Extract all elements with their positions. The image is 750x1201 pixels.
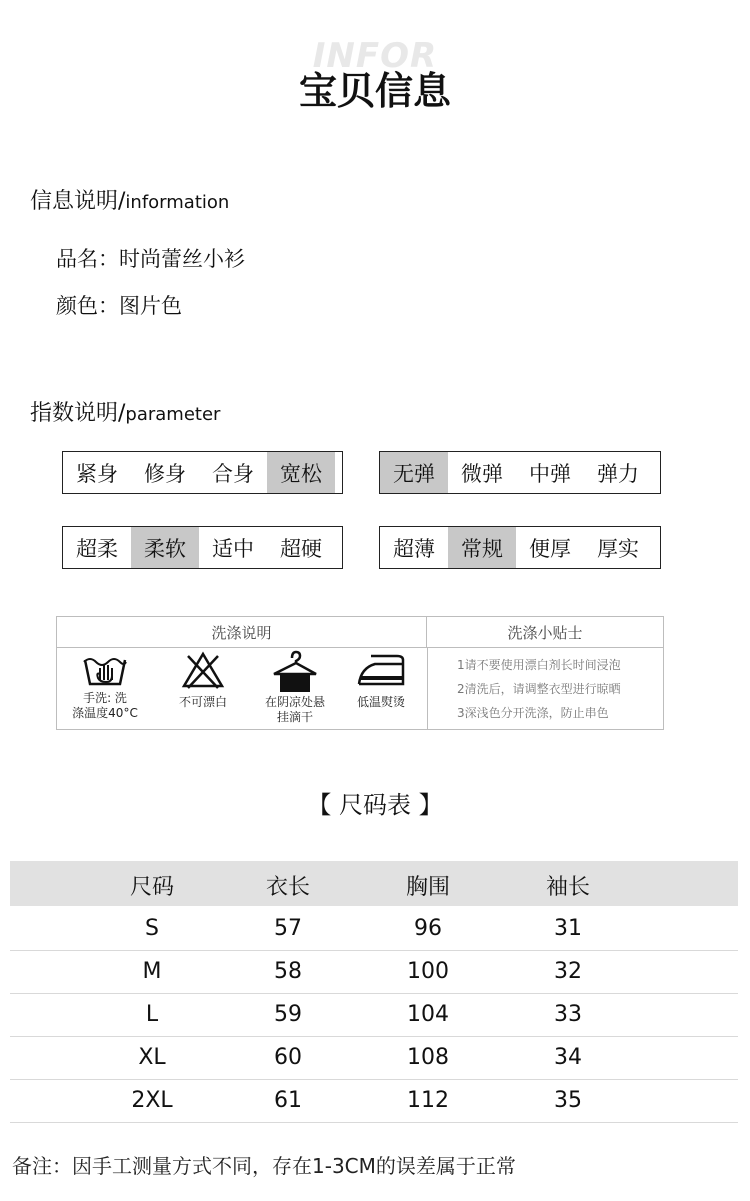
care-tip: 1请不要使用漂白剂长时间浸泡 xyxy=(457,658,621,672)
divider xyxy=(427,648,428,729)
product-color: 颜色：图片色 xyxy=(56,294,182,318)
thickness-scale xyxy=(379,526,661,569)
size-table-cell: 104 xyxy=(407,1002,449,1027)
care-title: 洗涤说明 xyxy=(57,617,427,648)
hang-dry-icon xyxy=(270,650,320,694)
scale-option: 中弹 xyxy=(529,461,571,486)
table-row-divider xyxy=(10,1079,738,1080)
care-item-hang-dry xyxy=(253,650,337,725)
size-table-cell: 2XL xyxy=(131,1088,173,1113)
measurement-note: 备注：因手工测量方式不同，存在1-3CM的误差属于正常 xyxy=(12,1154,516,1178)
size-table-cell: XL xyxy=(138,1045,166,1070)
scale-option: 厚实 xyxy=(597,536,639,561)
size-table-header-cell: 尺码 xyxy=(129,875,174,900)
size-table-cell: S xyxy=(145,916,159,941)
size-table-cell: 58 xyxy=(274,959,302,984)
scale-option: 适中 xyxy=(212,536,254,561)
size-table-cell: 31 xyxy=(554,916,582,941)
scale-option: 常规 xyxy=(448,527,516,568)
size-table-cell: 60 xyxy=(274,1045,302,1070)
softness-scale xyxy=(62,526,343,569)
scale-option: 宽松 xyxy=(267,452,335,493)
scale-option: 修身 xyxy=(144,461,186,486)
care-tip: 3深浅色分开洗涤，防止串色 xyxy=(457,706,609,720)
care-tips-title: 洗涤小贴士 xyxy=(427,617,663,648)
scale-option: 超薄 xyxy=(393,536,435,561)
background-watermark-word: INFOR xyxy=(312,36,438,76)
size-table-cell: 108 xyxy=(407,1045,449,1070)
scale-option: 无弹 xyxy=(380,452,448,493)
size-table-cell: M xyxy=(142,959,162,984)
stretch-scale xyxy=(379,451,661,494)
size-table-cell: 35 xyxy=(554,1088,582,1113)
scale-option: 便厚 xyxy=(529,536,571,561)
care-label-hang-dry: 在阴凉处悬 挂滴干 xyxy=(264,695,325,724)
scale-option: 紧身 xyxy=(76,461,118,486)
size-table-cell: 61 xyxy=(274,1088,302,1113)
page-title: 宝贝信息 xyxy=(298,69,451,113)
fit-scale xyxy=(62,451,343,494)
low-iron-icon xyxy=(353,650,409,690)
table-row-divider xyxy=(10,993,738,994)
size-table-header-cell: 胸围 xyxy=(405,875,450,900)
size-table-cell: 100 xyxy=(407,959,449,984)
hand-wash-icon xyxy=(80,650,130,690)
scale-option: 超柔 xyxy=(76,536,118,561)
scale-option: 弹力 xyxy=(597,461,639,486)
care-item-hand-wash xyxy=(63,650,147,721)
size-chart-title: 【 尺码表 】 xyxy=(307,791,443,819)
care-tips-list xyxy=(457,653,621,725)
scale-option: 微弹 xyxy=(461,461,503,486)
table-row-divider xyxy=(10,1036,738,1037)
size-table-cell: 96 xyxy=(414,916,442,941)
size-table-cell: 32 xyxy=(554,959,582,984)
size-table-header-cell: 衣长 xyxy=(265,875,310,900)
size-table-cell: 33 xyxy=(554,1002,582,1027)
scale-option: 超硬 xyxy=(280,536,322,561)
care-label-low-iron: 低温熨烫 xyxy=(356,695,405,709)
care-label-no-bleach: 不可漂白 xyxy=(178,695,227,709)
info-heading: 信息说明/information xyxy=(30,189,230,214)
care-label-hand-wash: 手洗: 洗 涤温度40°C xyxy=(72,691,138,720)
scale-option: 柔软 xyxy=(131,527,199,568)
size-table-cell: L xyxy=(145,1002,159,1027)
param-heading: 指数说明/parameter xyxy=(30,401,221,426)
care-item-no-bleach xyxy=(161,650,245,710)
product-name: 品名：时尚蕾丝小衫 xyxy=(56,247,245,271)
size-table-cell: 34 xyxy=(554,1045,582,1070)
size-table-header-cell: 袖长 xyxy=(545,875,590,900)
table-row-divider xyxy=(10,1122,738,1123)
size-table-cell: 57 xyxy=(274,916,302,941)
size-table-cell: 59 xyxy=(274,1002,302,1027)
table-row-divider xyxy=(10,950,738,951)
size-table-cell: 112 xyxy=(407,1088,449,1113)
scale-option: 合身 xyxy=(212,461,254,486)
care-tip: 2清洗后，请调整衣型进行晾晒 xyxy=(457,682,621,696)
care-item-low-iron xyxy=(339,650,423,710)
care-instructions-panel xyxy=(56,616,664,730)
no-bleach-icon xyxy=(178,650,228,690)
